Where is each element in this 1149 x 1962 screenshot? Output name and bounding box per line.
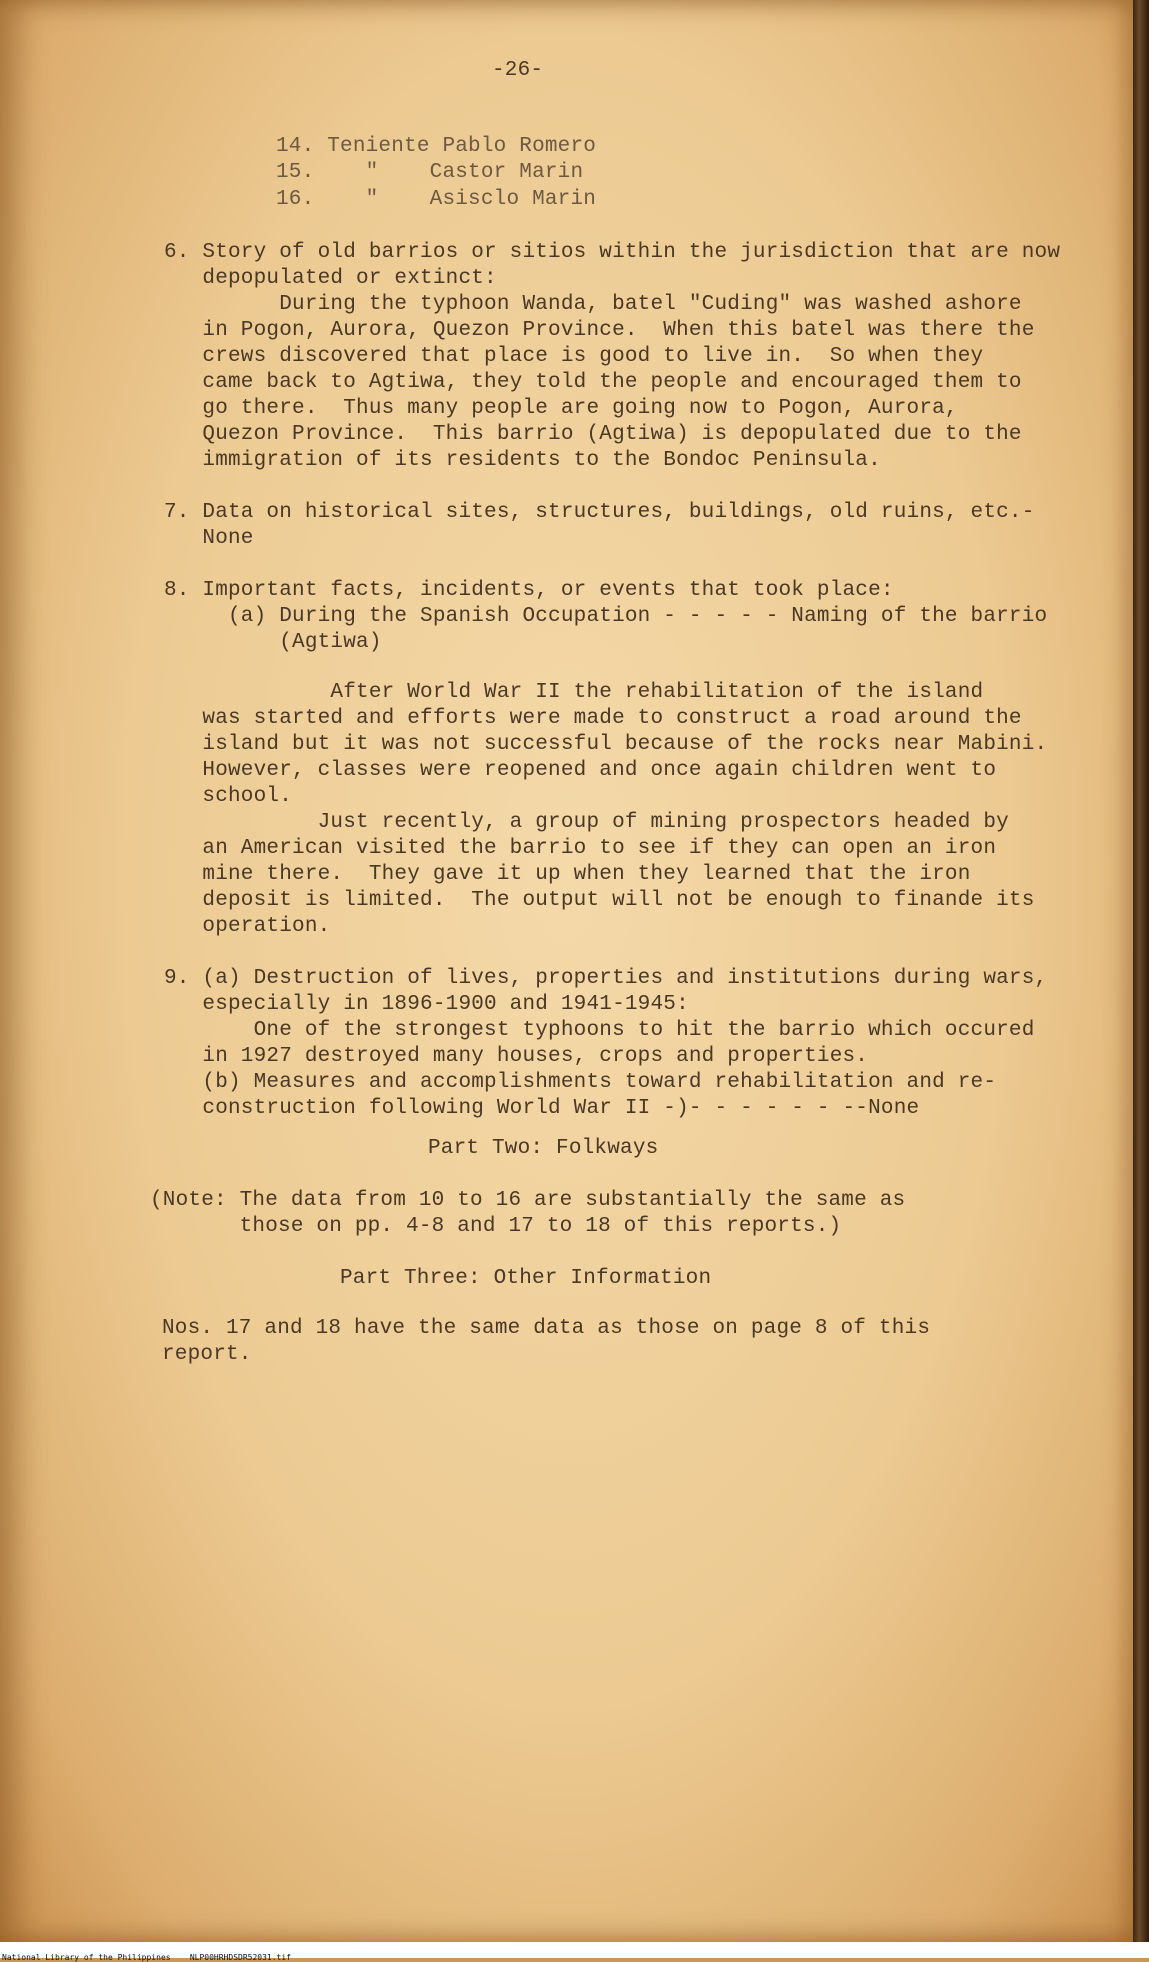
text-line: Just recently, a group of mining prospectors headed by [164, 811, 1009, 834]
text-line: immigration of its residents to the Bondoc Peninsula. [164, 449, 881, 472]
official-row: 14. Teniente Pablo Romero [276, 135, 597, 158]
text-line: (Note: The data from 10 to 16 are substantially the same as [150, 1189, 906, 1212]
text-line: was started and efforts were made to construct a road around the [164, 707, 1022, 730]
part-three-heading: Part Three: Other Information [340, 1267, 712, 1290]
text-line: However, classes were reopened and once again children went to [164, 759, 997, 782]
text-line: 9. (a) Destruction of lives, properties and institutions during wars, [164, 967, 1048, 990]
text-line: in Pogon, Aurora, Quezon Province. When this batel was there the [164, 319, 1035, 342]
text-line: After World War II the rehabilitation of the island [164, 681, 984, 704]
text-line: report. [162, 1343, 252, 1366]
text-line: 6. Story of old barrios or sitios within the jurisdiction that are now [164, 241, 1061, 264]
text-line: crews discovered that place is good to live in. So when they [164, 345, 984, 368]
text-line: During the typhoon Wanda, batel "Cuding" was washed ashore [164, 293, 1022, 316]
text-line: (a) During the Spanish Occupation - - - - - Naming of the barrio [164, 605, 1048, 628]
text-line: go there. Thus many people are going now to Pogon, Aurora, [164, 397, 958, 420]
text-line: (Agtiwa) [164, 631, 382, 654]
text-line: 8. Important facts, incidents, or events that took place: [164, 579, 894, 602]
official-row: 16. " Asisclo Marin [276, 188, 597, 211]
text-line: 7. Data on historical sites, structures, buildings, old ruins, etc.- [164, 501, 1035, 524]
text-line: deposit is limited. The output will not be enough to finande its [164, 889, 1035, 912]
text-line: school. [164, 785, 293, 808]
text-line: operation. [164, 915, 331, 938]
text-line: One of the strongest typhoons to hit the barrio which occured [164, 1019, 1035, 1042]
page-binding-edge [1133, 0, 1149, 1958]
text-line: an American visited the barrio to see if they can open an iron [164, 837, 997, 860]
text-line: especially in 1896-1900 and 1941-1945: [164, 993, 689, 1016]
text-line: in 1927 destroyed many houses, crops and properties. [164, 1045, 869, 1068]
text-line: came back to Agtiwa, they told the people and encouraged them to [164, 371, 1022, 394]
text-line: depopulated or extinct: [164, 267, 497, 290]
text-line: Quezon Province. This barrio (Agtiwa) is depopulated due to the [164, 423, 1022, 446]
text-line: None [164, 527, 254, 550]
text-line: (b) Measures and accomplishments toward rehabilitation and re- [164, 1071, 997, 1094]
part-two-heading: Part Two: Folkways [428, 1137, 659, 1160]
text-line: those on pp. 4-8 and 17 to 18 of this reports.) [150, 1215, 842, 1238]
text-line: mine there. They gave it up when they learned that the iron [164, 863, 971, 886]
text-line: island but it was not successful because of the rocks near Mabini. [164, 733, 1048, 756]
page-number: -26- [492, 59, 544, 82]
text-line: construction following World War II -)- - - - - - --None [164, 1097, 920, 1120]
official-row: 15. " Castor Marin [276, 161, 584, 184]
text-line: Nos. 17 and 18 have the same data as those on page 8 of this [162, 1317, 931, 1340]
archive-footer: National Library of the Philippines NLP00HRHDSDR52031.tif [2, 1953, 291, 1962]
